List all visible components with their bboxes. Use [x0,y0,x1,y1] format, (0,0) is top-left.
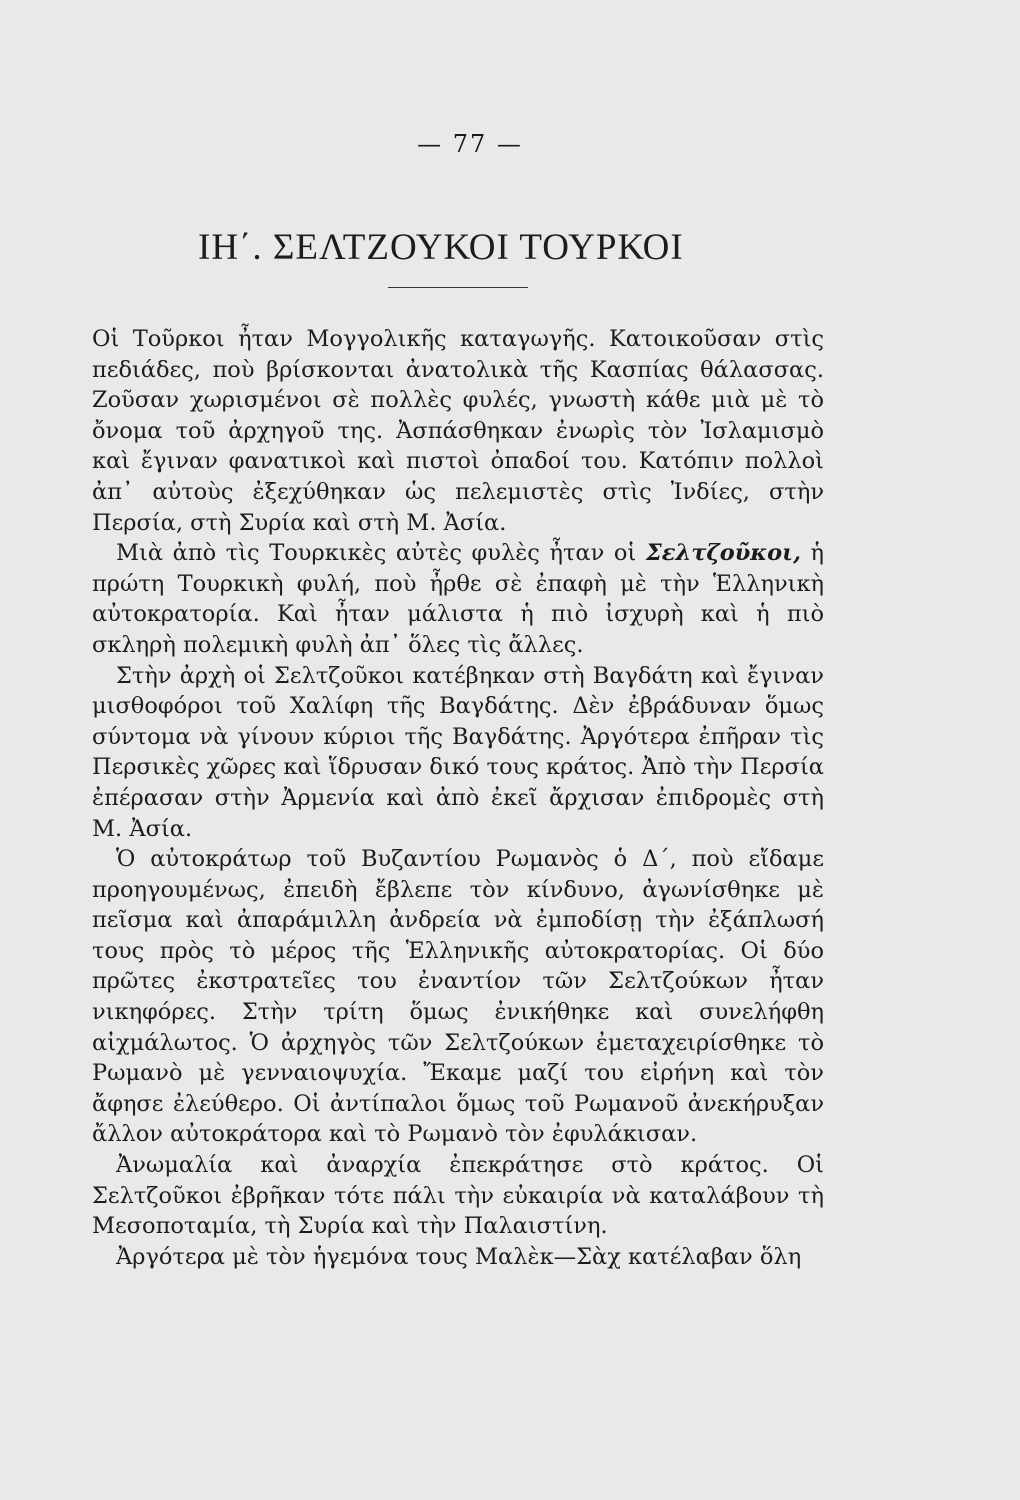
emphasized-term: Σελτζοῦκοι, [645,540,801,567]
paragraph: Ἀνωμαλία καὶ ἀναρχία ἐπεκράτησε στὸ κράτος. Οἱ Σελτζοῦκοι ἐβρῆκαν τότε πάλι τὴν εὐκαιρία νὰ καταλάβουν τὴ Μεσοποταμία, τὴ Συρία καὶ τὴν Παλαιστίνη. [92,1152,824,1240]
paragraph: Οἱ Τοῦρκοι ἦταν Μογγολικῆς καταγωγῆς. Κατοικοῦσαν στὶς πεδιάδες, ποὺ βρίσκονται ἀνατολικὰ τῆς Κασπίας θάλασσας. Ζοῦσαν χωρισμένοι σὲ πολλὲς φυλές, γνωστὴ κάθε μιὰ μὲ τὸ ὄνομα τοῦ ἀρχηγοῦ της. Ἀσπάσθηκαν ἐνωρὶς τὸν Ἰσλαμισμὸ καὶ ἔγιναν φανατικοὶ καὶ πιστοὶ ὀπαδοί του. Κατόπιν πολλοὶ ἀπ᾽ αὐτοὺς ἐξεχύθηκαν ὡς πελεμιστὲς στὶς Ἰνδίες, στὴν Περσία, στὴ Συρία καὶ στὴ Μ. Ἀσία. [92,326,824,536]
paragraph [92,538,824,660]
title-divider [388,287,528,288]
paragraph-text: Μιὰ ἀπὸ τὶς Τουρκικὲς αὐτὲς φυλὲς ἦταν οἱ [116,540,646,567]
chapter-title: ΙΗ΄. ΣΕΛΤΖΟΥΚΟΙ ΤΟΥΡΚΟΙ [198,227,684,268]
paragraph: Ὁ αὐτοκράτωρ τοῦ Βυζαντίου Ρωμανὸς ὁ Δ΄, ποὺ εἴδαμε προηγουμένως, ἐπειδὴ ἔβλεπε τὸν κίνδυνο, ἀγωνίσθηκε μὲ πεῖσμα καὶ ἀπαράμιλλη ἀνδρεία νὰ ἐμποδίσῃ τὴν ἐξάπλωσή τους πρὸς τὸ μέρος τῆς Ἑλληνικῆς αὐτοκρατορίας. Οἱ δύο πρῶτες ἐκστρατεῖες του ἐναντίον τῶν Σελτζούκων ἦταν νικηφόρες. Στὴν τρίτη ὅμως ἐνικήθηκε καὶ συνελήφθη αἰχμάλωτος. Ὁ ἀρχηγὸς τῶν Σελτζούκων ἐμεταχειρίσθηκε τὸ Ρωμανὸ μὲ γενναιοψυχία. Ἔκαμε μαζί του εἰρήνη καὶ τὸν ἄφησε ἐλεύθερο. Οἱ ἀντίπαλοι ὅμως τοῦ Ρωμανοῦ ἀνεκήρυξαν ἄλλον αὐτοκράτορα καὶ τὸ Ρωμανὸ τὸν ἐφυλάκισαν. [92,846,824,1148]
paragraph: Ἀργότερα μὲ τὸν ἡγεμόνα τους Μαλὲκ—Σὰχ κατέλαβαν ὅλη [116,1243,802,1270]
body-text [92,324,824,1272]
paragraph: Στὴν ἀρχὴ οἱ Σελτζοῦκοι κατέβηκαν στὴ Βαγδάτη καὶ ἔγιναν μισθοφόροι τοῦ Χαλίφη τῆς Βαγδάτης. Δὲν ἐβράδυναν ὅμως σύντομα νὰ γίνουν κύριοι τῆς Βαγδάτης. Ἀργότερα ἐπῆραν τὶς Περσικὲς χῶρες καὶ ἵδρυσαν δικό τους κράτος. Ἀπὸ τὴν Περσία ἐπέρασαν στὴν Ἀρμενία καὶ ἀπὸ ἐκεῖ ἄρχισαν ἐπιδρομὲς στὴ Μ. Ἀσία. [92,662,824,842]
paragraph-text: ἡ πρώτη Τουρκικὴ φυλή, ποὺ ἦρθε σὲ ἐπαφὴ μὲ τὴν Ἑλληνικὴ αὐτοκρατορία. Καὶ ἦταν μάλιστα ἡ πιὸ ἰσχυρὴ καὶ ἡ πιὸ σκληρὴ πολεμικὴ φυλὴ ἀπ᾽ ὅλες τὶς ἄλλες. [92,540,824,658]
page-number: — 77 — [417,130,523,158]
